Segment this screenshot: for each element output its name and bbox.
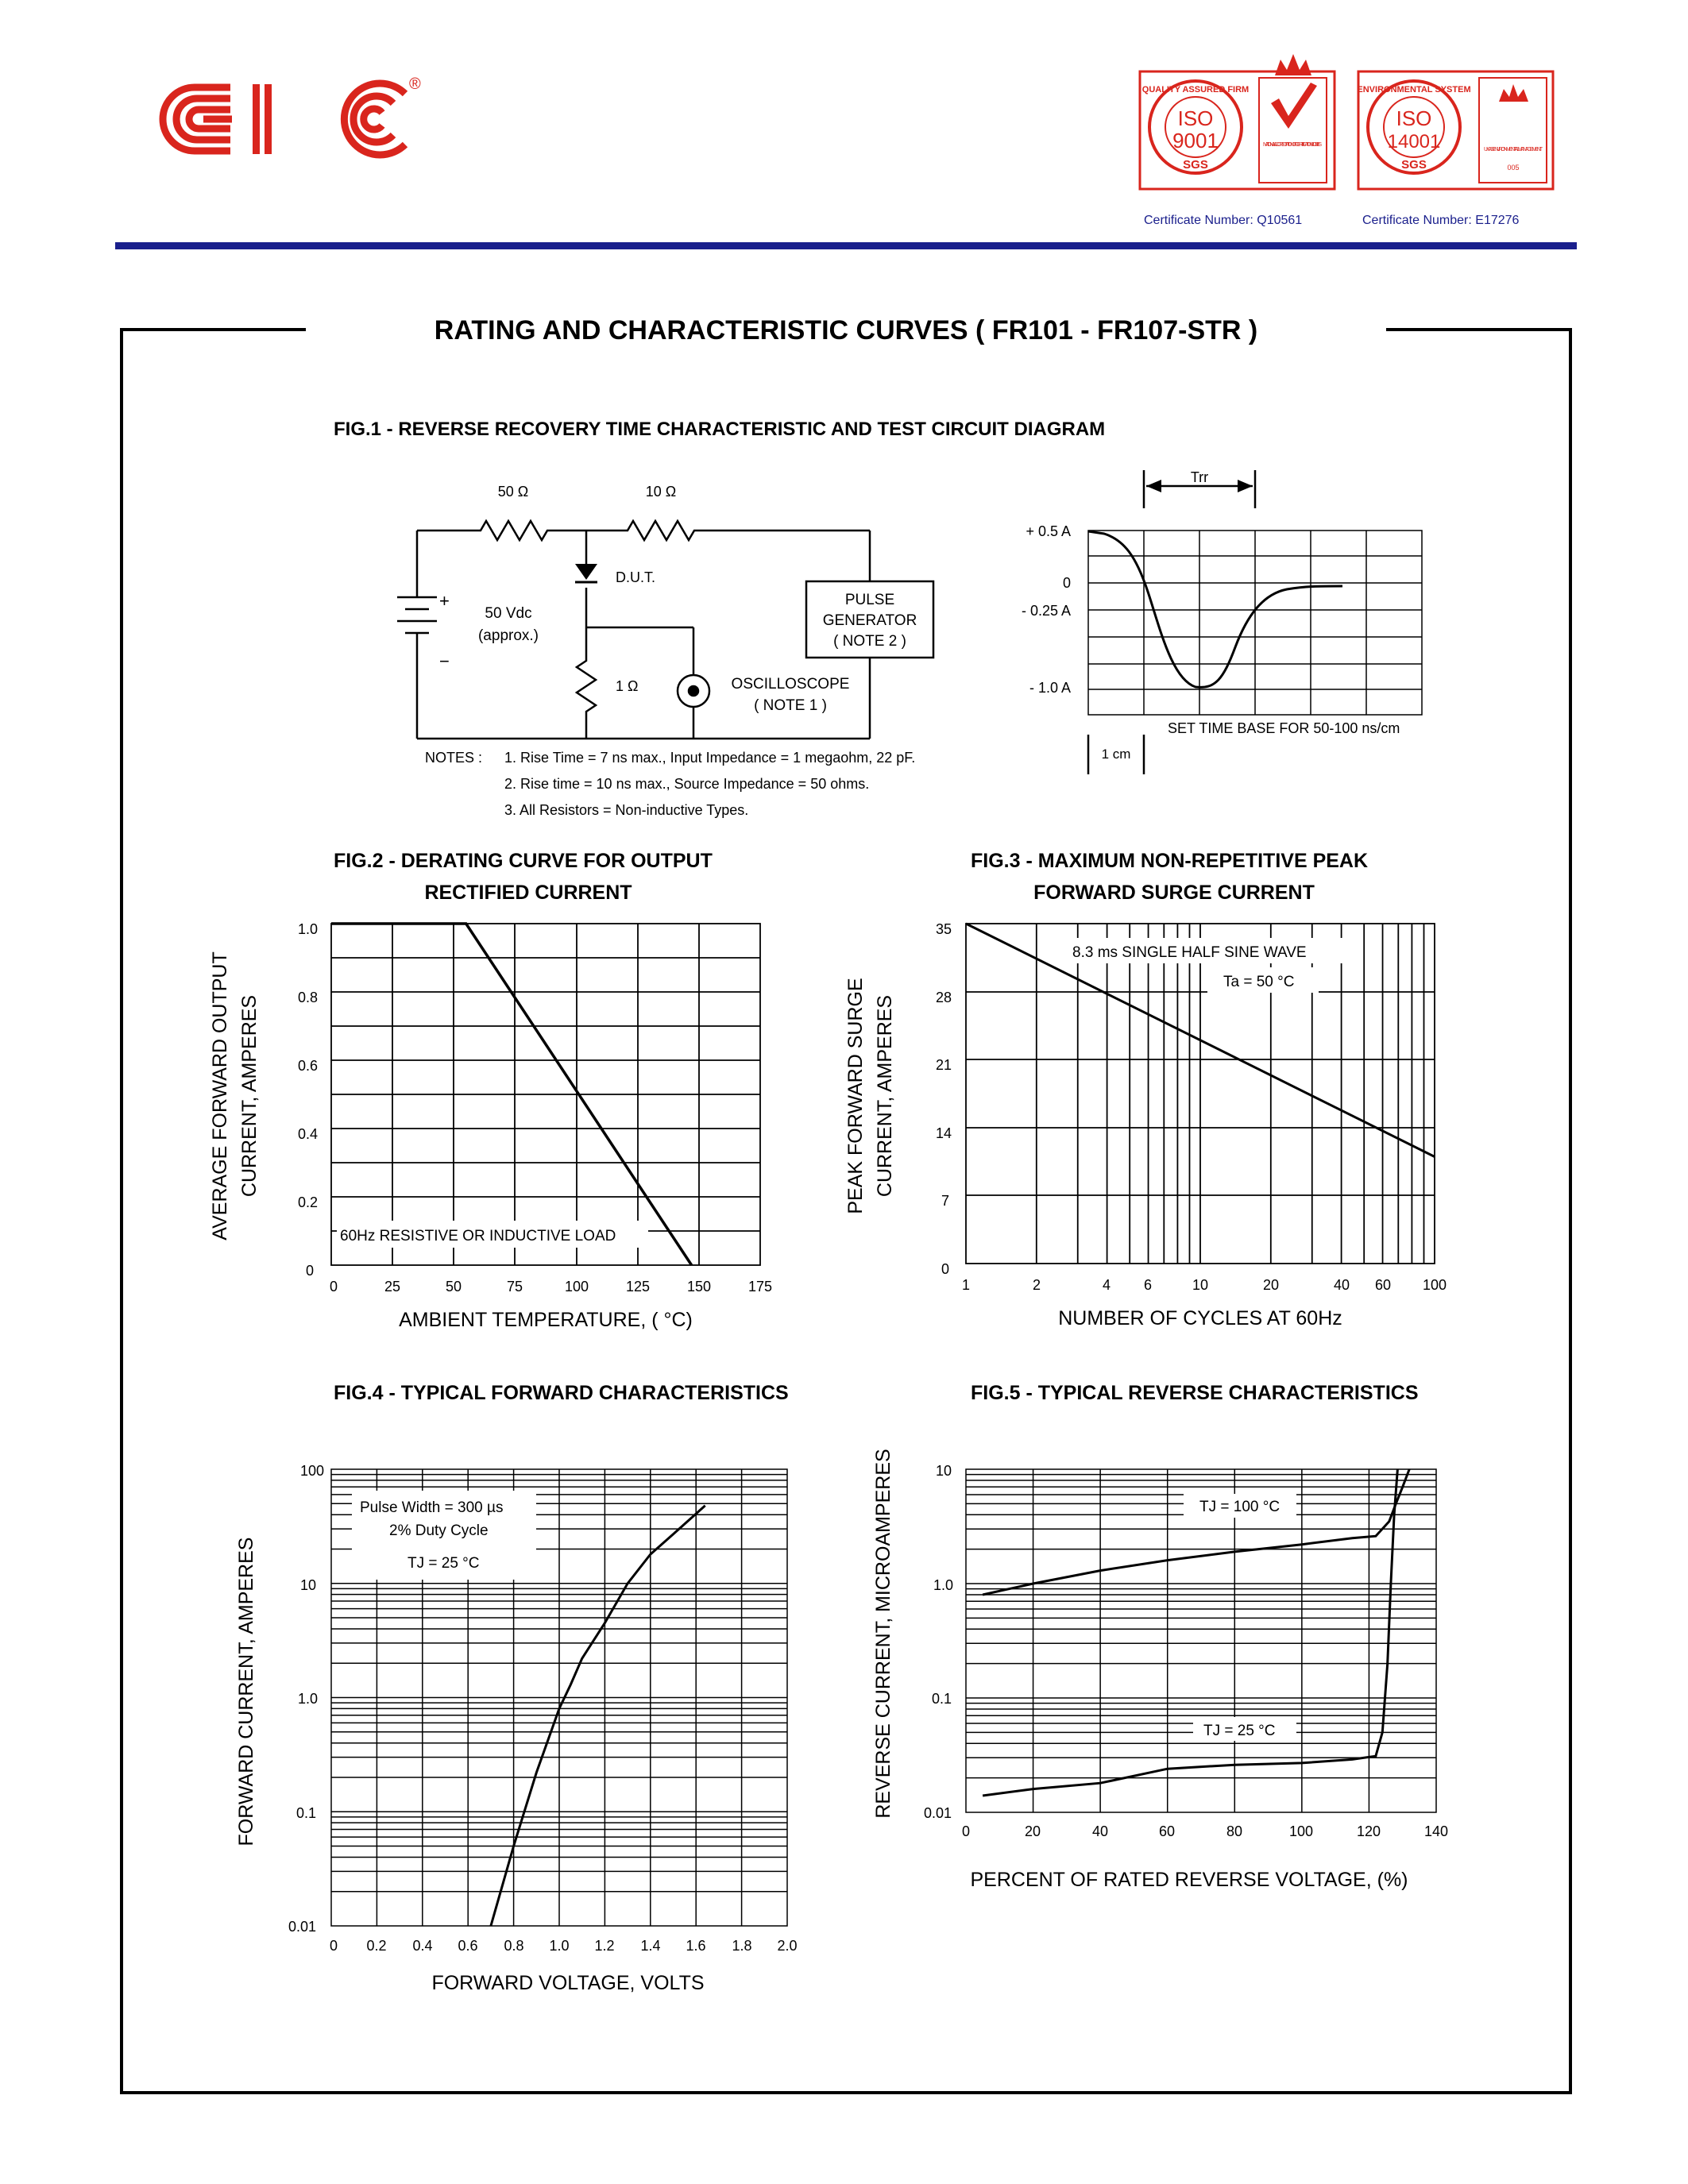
fig2-xtick-2: 50	[445, 1279, 462, 1295]
fig4-xtick-2: 0.4	[412, 1938, 433, 1954]
iso14001-side-code: 005	[1507, 164, 1520, 172]
fig3-annotation-2: Ta = 50 °C	[1223, 974, 1295, 990]
iso14001-certificate-number: Certificate Number: E17276	[1362, 214, 1520, 227]
fig4-ytick-0: 0.01	[288, 1919, 316, 1935]
iso14001-number: 14001	[1387, 131, 1441, 152]
fig5-curve-tj25	[983, 1469, 1397, 1796]
fig5-ytick-0: 0.01	[923, 1805, 952, 1821]
fig4-xlabel: FORWARD VOLTAGE, VOLTS	[431, 1972, 705, 1994]
plus-sign: +	[439, 591, 450, 611]
fig5-ylabel: REVERSE CURRENT, MICROAMPERES	[872, 1449, 894, 1819]
iso14001-badge	[1357, 71, 1553, 227]
fig5-xtick-0: 0	[961, 1823, 971, 1839]
fig4-annotation-2: 2% Duty Cycle	[389, 1522, 489, 1539]
pulse-label-3: ( NOTE 2 )	[833, 633, 906, 650]
fig2-annotation: 60Hz RESISTIVE OR INDUCTIVE LOAD	[340, 1228, 616, 1244]
waveform-grid	[1088, 531, 1422, 715]
pulse-label-2: GENERATOR	[822, 612, 917, 629]
fig5-xtick-3: 60	[1158, 1823, 1176, 1839]
fig5-xtick-4: 80	[1226, 1823, 1243, 1839]
iso14001-side-text: UKAS ENVIRONMENTAL MANAGEMENT	[1484, 147, 1543, 152]
fig4-xtick-9: 1.8	[732, 1938, 752, 1954]
fig3-xlabel: NUMBER OF CYCLES AT 60Hz	[1058, 1307, 1342, 1329]
fig4-title: FIG.4 - TYPICAL FORWARD CHARACTERISTICS	[334, 1382, 789, 1404]
crown-icon	[1499, 84, 1528, 102]
fig2-xtick-1: 25	[384, 1279, 401, 1295]
fig5-xlabel: PERCENT OF RATED REVERSE VOLTAGE, (%)	[970, 1869, 1408, 1891]
fig3	[844, 850, 1447, 1329]
fig3-xtick-0: 1	[961, 1277, 971, 1293]
fig3-title-2: FORWARD SURGE CURRENT	[1033, 882, 1315, 904]
wave-tick-zero: 0	[1062, 575, 1071, 591]
osc-label-1: OSCILLOSCOPE	[731, 676, 850, 693]
fig2-xlabel: AMBIENT TEMPERATURE, ( °C)	[399, 1309, 693, 1331]
fig5-xtick-6: 120	[1356, 1823, 1381, 1839]
notes-label: NOTES :	[425, 750, 483, 766]
fig3-xtick-2: 4	[1102, 1277, 1111, 1293]
fig5-series-label-100: TJ = 100 °C	[1199, 1499, 1280, 1515]
fig5-title: FIG.5 - TYPICAL REVERSE CHARACTERISTICS	[971, 1382, 1419, 1404]
fig4	[235, 1382, 798, 1994]
fig3-ylabel-2: CURRENT, AMPERES	[874, 994, 896, 1198]
fig4-xtick-4: 0.8	[504, 1938, 524, 1954]
fig4-xtick-7: 1.4	[640, 1938, 661, 1954]
fig2-title-2: RECTIFIED CURRENT	[424, 882, 632, 904]
fig2-ylabel-2: CURRENT, AMPERES	[238, 994, 261, 1198]
fig5-xtick-7: 140	[1423, 1823, 1449, 1839]
fig4-xtick-5: 1.0	[549, 1938, 570, 1954]
fig2-ytick-1: 0.2	[297, 1194, 318, 1210]
fig3-title-1: FIG.3 - MAXIMUM NON-REPETITIVE PEAK	[971, 850, 1369, 872]
fig5-grid	[966, 1469, 1436, 1812]
fig2-xticks	[330, 1279, 772, 1295]
fig2-grid	[331, 924, 760, 1265]
fig3-ytick-1: 7	[941, 1193, 949, 1209]
logo-letter-i	[253, 84, 260, 154]
fig5	[872, 1382, 1448, 1891]
fig3-xtick-6: 40	[1333, 1277, 1350, 1293]
fig2-xtick-0: 0	[329, 1279, 338, 1295]
fig3-ytick-2: 14	[935, 1125, 952, 1141]
checkmark-icon	[1271, 83, 1317, 129]
fig4-xtick-6: 1.2	[594, 1938, 615, 1954]
minus-sign: −	[439, 651, 450, 671]
fig5-curve-tj100	[983, 1469, 1409, 1595]
trr-label: Trr	[1190, 469, 1209, 485]
iso9001-ring-text: QUALITY ASSURED FIRM	[1141, 85, 1250, 95]
pulse-label-1: PULSE	[844, 592, 895, 608]
r3-label: 1 Ω	[616, 678, 639, 694]
fig5-xticks	[962, 1823, 1448, 1839]
note-3: 3. All Resistors = Non-inductive Types.	[504, 802, 749, 818]
fig2-ytick-2: 0.4	[297, 1126, 318, 1142]
fig4-xtick-1: 0.2	[366, 1938, 387, 1954]
fig2-xtick-6: 150	[686, 1279, 712, 1295]
fig5-xtick-2: 40	[1091, 1823, 1109, 1839]
fig3-grid	[966, 924, 1435, 1264]
fig4-ylabel: FORWARD CURRENT, AMPERES	[235, 1537, 257, 1846]
fig2-xtick-5: 125	[625, 1279, 651, 1295]
fig3-annotation-1: 8.3 ms SINGLE HALF SINE WAVE	[1072, 944, 1307, 961]
fig4-annotation-1: Pulse Width = 300 µs	[360, 1499, 504, 1516]
fig3-yticks	[936, 921, 952, 1277]
iso14001-ring-text: ENVIRONMENTAL SYSTEM	[1357, 85, 1471, 95]
iso9001-side-text: NATIONAL ACCREDITATION OF CERTIFICATION BODIES	[1263, 142, 1322, 148]
fig4-ytick-4: 100	[299, 1463, 324, 1479]
iso14001-standard: ISO	[1396, 106, 1432, 130]
supply-label-1: 50 Vdc	[485, 605, 532, 622]
fig5-ytick-3: 10	[935, 1463, 952, 1479]
fig4-ytick-1: 0.1	[295, 1805, 316, 1821]
page-title: RATING AND CHARACTERISTIC CURVES ( FR101 - FR107-STR )	[434, 315, 1258, 345]
iso9001-standard: ISO	[1177, 106, 1214, 130]
wave-tick-minus1: - 1.0 A	[1029, 680, 1071, 696]
fig2-yticks	[298, 921, 318, 1279]
fig2-title-1: FIG.2 - DERATING CURVE FOR OUTPUT	[334, 850, 713, 872]
fig5-ytick-2: 1.0	[933, 1577, 953, 1593]
fig1-title: FIG.1 - REVERSE RECOVERY TIME CHARACTERISTIC AND TEST CIRCUIT DIAGRAM	[334, 419, 1106, 440]
fig1	[334, 419, 1422, 818]
fig3-xtick-7: 60	[1374, 1277, 1392, 1293]
fig4-annotation-3: TJ = 25 °C	[408, 1555, 480, 1572]
fig3-ytick-3: 21	[935, 1057, 952, 1073]
fig4-ytick-3: 10	[299, 1577, 316, 1593]
header-rule	[115, 242, 1577, 249]
fig4-ytick-2: 1.0	[297, 1691, 318, 1707]
note-2: 2. Rise time = 10 ns max., Source Impedance = 50 ohms.	[504, 776, 870, 792]
fig4-xtick-8: 1.6	[686, 1938, 706, 1954]
iso9001-number: 9001	[1172, 129, 1219, 152]
fig5-xtick-1: 20	[1024, 1823, 1041, 1839]
note-1: 1. Rise Time = 7 ns max., Input Impedance = 1 megaohm, 22 pF.	[504, 750, 916, 766]
fig3-xtick-4: 10	[1192, 1277, 1209, 1293]
r1-label: 50 Ω	[497, 484, 529, 500]
fig2	[209, 850, 772, 1331]
registered-mark: ®	[409, 75, 421, 93]
fig2-xtick-7: 175	[747, 1279, 773, 1295]
fig2-ytick-4: 0.8	[297, 990, 318, 1005]
fig3-ytick-4: 28	[935, 990, 952, 1005]
time-base-label: SET TIME BASE FOR 50-100 ns/cm	[1168, 720, 1400, 736]
dut-label: D.U.T.	[616, 569, 656, 585]
fig2-ytick-3: 0.6	[297, 1058, 318, 1074]
fig3-xtick-3: 6	[1143, 1277, 1153, 1293]
wave-tick-plus05: + 0.5 A	[1026, 523, 1071, 539]
fig3-ylabel-1: PEAK FORWARD SURGE	[844, 978, 867, 1214]
fig3-xtick-5: 20	[1262, 1277, 1280, 1293]
fig2-ytick-5: 1.0	[297, 921, 318, 937]
fig2-ytick-0: 0	[305, 1263, 314, 1279]
iso9001-sgs: SGS	[1183, 158, 1208, 172]
eic-logo	[163, 75, 421, 155]
diode-icon	[575, 564, 597, 580]
fig3-xtick-1: 2	[1032, 1277, 1041, 1293]
one-cm-label: 1 cm	[1101, 747, 1131, 762]
fig5-yticks	[924, 1463, 953, 1821]
fig3-xticks	[962, 1277, 1447, 1293]
fig5-xtick-5: 100	[1288, 1823, 1314, 1839]
fig4-xtick-0: 0	[329, 1938, 338, 1954]
iso14001-sgs: SGS	[1401, 158, 1427, 172]
fig3-ytick-0: 0	[941, 1261, 949, 1277]
fig2-ylabel-1: AVERAGE FORWARD OUTPUT	[209, 951, 231, 1241]
fig4-xtick-10: 2.0	[777, 1938, 798, 1954]
fig3-ytick-5: 35	[935, 921, 952, 937]
iso9001-certificate-number: Certificate Number: Q10561	[1144, 214, 1303, 227]
fig5-ytick-1: 0.1	[931, 1691, 952, 1707]
fig4-xtick-3: 0.6	[458, 1938, 478, 1954]
wave-tick-minus025: - 0.25 A	[1021, 603, 1071, 619]
fig4-yticks	[288, 1463, 324, 1935]
r2-label: 10 Ω	[645, 484, 677, 500]
fig4-xticks	[330, 1938, 798, 1954]
fig3-xtick-8: 100	[1422, 1277, 1447, 1293]
osc-label-2: ( NOTE 1 )	[754, 697, 827, 714]
fig2-xtick-3: 75	[506, 1279, 523, 1295]
crown-icon	[1275, 54, 1311, 75]
iso9001-badge	[1140, 54, 1335, 227]
fig5-series-label-25: TJ = 25 °C	[1203, 1723, 1276, 1739]
fig2-xtick-4: 100	[564, 1279, 589, 1295]
supply-label-2: (approx.)	[477, 627, 539, 644]
